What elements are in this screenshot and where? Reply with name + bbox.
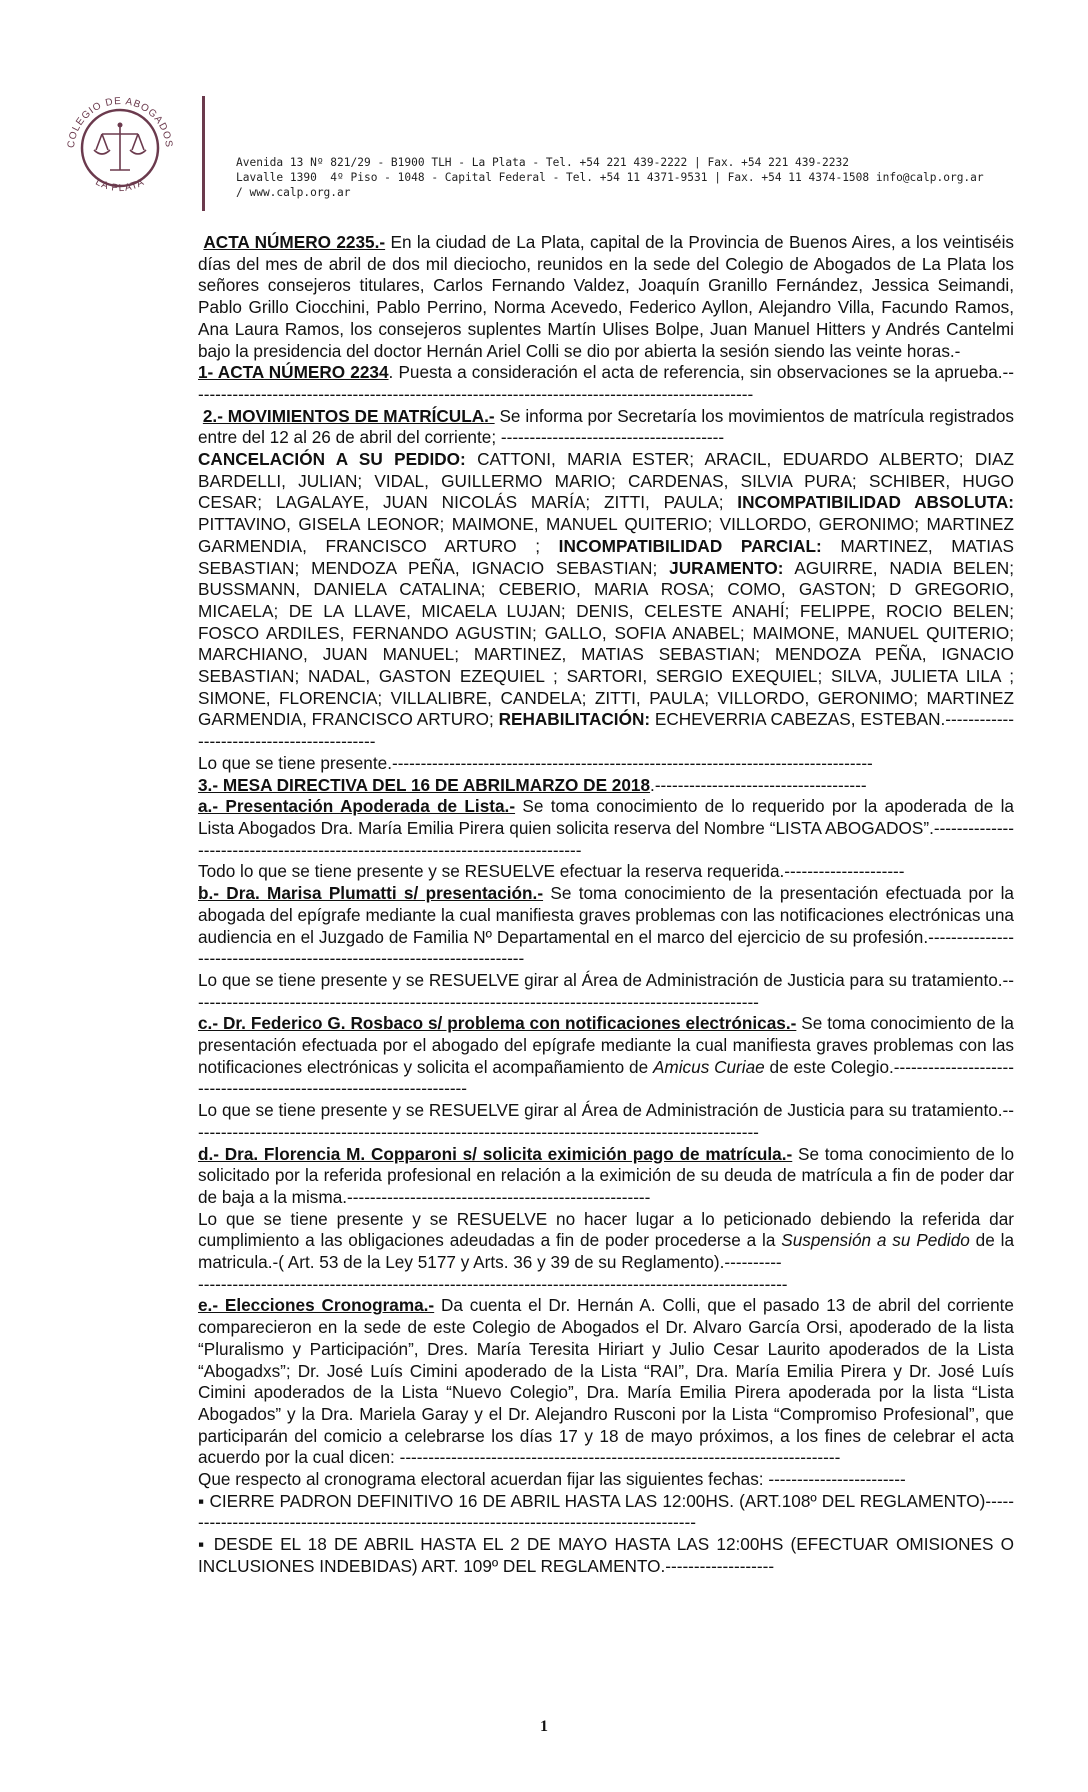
header-line-1: Avenida 13 Nº 821/29 - B1900 TLH - La Plata - Tel. +54 221 439-2222 | Fax. +54 221 439-2232 <box>236 156 849 169</box>
header-address <box>236 155 984 200</box>
item-d-dashes: ------------------------------------------------------------------------------------------------------- <box>198 1273 788 1294</box>
section-1: 1- ACTA NÚMERO 2234. Puesta a consideración el acta de referencia, sin observaciones se la aprueba.--------------------------------------------------------------------------------------------------- <box>198 362 1014 404</box>
item-e-intro: Que respecto al cronograma electoral acuerdan fijar las siguientes fechas: ------------------------ <box>198 1469 906 1490</box>
header-line-3: / www.calp.org.ar <box>236 186 351 199</box>
item-c-resolve: Lo que se tiene presente y se RESUELVE girar al Área de Administración de Justicia para su tratamiento.---------------------------------------------------------------------------------------------------- <box>198 1100 1014 1142</box>
section-2-movements: CANCELACIÓN A SU PEDIDO: CATTONI, MARIA ESTER; ARACIL, EDUARDO ALBERTO; DIAZ BARDELLI, JULIAN; VIDAL, GUILLERMO MARIO; CARDENAS, SILVIA PURA; SCHIBER, HUGO CESAR; LAGALAYE, JUAN NICOLÁS MARÍA; ZITTI, PAULA; INCOMPATIBILIDAD ABSOLUTA: PITTAVINO, GISELA LEONOR; MAIMONE, MANUEL QUITERIO; VILLORDO, GERONIMO; MARTINEZ GARMENDIA, FRANCISCO ARTURO ; INCOMPATIBILIDAD PARCIAL: MARTINEZ, MATIAS SEBASTIAN; MENDOZA PEÑA, IGNACIO SEBASTIAN; JURAMENTO: AGUIRRE, NADIA BELEN; BUSSMANN, DANIELA CATALINA; CEBERIO, MARIA ROSA; COMO, GASTON; D GREGORIO, MICAELA; DE LA LLAVE, MICAELA LUJAN; DENIS, CELESTE ANAHÍ; FELIPPE, ROCIO BELEN; FOSCO ARDILES, FERNANDO AGUSTIN; GALLO, SOFIA ANABEL; MAIMONE, MANUEL QUITERIO; MARCHIANO, JUAN MANUEL; MARTINEZ, MATIAS SEBASTIAN; MENDOZA PEÑA, IGNACIO SEBASTIAN; NADAL, GASTON EZEQUIEL ; SARTORI, SERGIO EXEQUIEL; SILVA, JULIETA LILA ; SIMONE, FLORENCIA; VILLALIBRE, CANDELA; ZITTI, PAULA; VILLORDO, GERONIMO; MARTINEZ GARMENDIA, FRANCISCO ARTURO; REHABILITACIÓN: ECHEVERRIA CABEZAS, ESTEBAN.------------------------------------------- <box>198 449 1014 752</box>
schedule-bullet-2: ▪ DESDE EL 18 DE ABRIL HASTA EL 2 DE MAYO HASTA LAS 12:00HS (EFECTUAR OMISIONES O INCLUSIONES INDEBIDAS) ART. 109º DEL REGLAMENTO.------------------- <box>198 1534 1014 1576</box>
svg-text:LA PLATA <box>93 177 146 194</box>
header-divider <box>202 96 205 211</box>
colegio-logo <box>60 88 180 208</box>
header-line-2: Lavalle 1390 4º Piso - 1048 - Capital Federal - Tel. +54 11 4371-9531 | Fax. +54 11 4374-1508 info@calp.org.ar <box>236 171 984 184</box>
item-c: c.- Dr. Federico G. Rosbaco s/ problema con notificaciones electrónicas.- Se toma conocimiento de la presentación efectuada por el abogado del epígrafe mediante la cual manifiesta graves problemas con las notificaciones electrónicas y solicita el acompañamiento de Amicus Curiae de este Colegio.-------------------------------------------------------------------- <box>198 1013 1014 1099</box>
logo-top-text: COLEGIO DE ABOGADOS <box>65 95 175 149</box>
section-3-title: 3.- MESA DIRECTIVA DEL 16 DE ABRILMARZO DE 2018.------------------------------------- <box>198 774 867 795</box>
section-2-closing: Lo que se tiene presente.------------------------------------------------------------------------------------ <box>198 752 873 773</box>
item-b-resolve: Lo que se tiene presente y se RESUELVE girar al Área de Administración de Justicia para su tratamiento.---------------------------------------------------------------------------------------------------- <box>198 969 1014 1012</box>
item-b: b.- Dra. Marisa Plumatti s/ presentación.- Se toma conocimiento de la presentación efectuada por la abogada del epígrafe mediante la cual manifiesta graves problemas con las notificaciones electrónicas una audiencia en el Juzgado de Familia Nº Departamental en el marco del ejercicio de su profesión.------------------------------------------------------------------------ <box>198 883 1014 969</box>
document-body <box>198 232 1014 1578</box>
logo-bottom-text: LA PLATA <box>93 176 147 195</box>
item-e: e.- Elecciones Cronograma.- Da cuenta el Dr. Hernán A. Colli, que el pasado 13 de abril del corriente comparecieron en la sede de este Colegio de Abogados el Dr. Alvaro García Orsi, apoderado de la lista “Pluralismo y Participación”, Dres. María Teresita Hiriart y Julio Cesar Laurito apoderados de la Lista “Abogadxs”; Dr. José Luís Cimini apoderado de la Lista “RAI”, Dra. María Emilia Pirera y Dr. José Luís Cimini apoderados de la Lista “Nuevo Colegio”, Dra. María Emilia Pirera apoderada por la lista “Lista Abogados” y la Dra. Mariela Garay y el Dr. Alejandro Rusconi por la Lista “Compromiso Profesional”, que participarán del comicio a celebrarse los días 17 y 18 de mayo próximos, a los fines de celebrar el acta acuerdo por la cual dicen: ----------------------------------------------------------------------------- <box>198 1295 1014 1468</box>
schedule-bullet-1: ▪ CIERRE PADRON DEFINITIVO 16 DE ABRIL HASTA LAS 12:00HS. (ART.108º DEL REGLAMENTO)-------------------------------------------------------------------------------------------- <box>198 1490 1014 1533</box>
acta-intro: ACTA NÚMERO 2235.- En la ciudad de La Plata, capital de la Provincia de Buenos Aires, a los veintiséis días del mes de abril de dos mil dieciocho, reunidos en la sede del Colegio de Abogados de La Plata los señores consejeros titulares, Carlos Fernando Valdez, Joaquín Granillo Fernández, Jessica Seimandi, Pablo Grillo Ciocchini, Pablo Perrino, Norma Acevedo, Federico Ayllon, Alejandro Villa, Facundo Ramos, Ana Laura Ramos, los consejeros suplentes Martín Ulises Bolpe, Juan Manuel Hitters y Andrés Cantelmi bajo la presidencia del doctor Hernán Ariel Colli se dio por abierta la sesión siendo las veinte horas.- <box>198 232 1014 361</box>
item-a-resolve: Todo lo que se tiene presente y se RESUELVE efectuar la reserva requerida.--------------------- <box>198 861 905 882</box>
acta-title: ACTA NÚMERO 2235.- <box>203 232 386 252</box>
page-number: 1 <box>540 1718 548 1735</box>
item-a: a.- Presentación Apoderada de Lista.- Se toma conocimiento de lo requerido por la apoderada de la Lista Abogados Dra. María Emilia Pirera quien solicita reserva del Nombre “LISTA ABOGADOS”.--------------------------------------------------------------------------------- <box>198 796 1014 860</box>
item-d-resolve: Lo que se tiene presente y se RESUELVE no hacer lugar a lo peticionado debiendo la referida dar cumplimiento a las obligaciones adeudadas a fin de poder procederse a la Suspensión a su Pedido de la matricula.-( Art. 53 de la Ley 5177 y Arts. 36 y 39 de su Reglamento).---------- <box>198 1208 1015 1273</box>
section-2: 2.- MOVIMIENTOS DE MATRÍCULA.- Se informa por Secretaría los movimientos de matrícula registrados entre del 12 al 26 de abril del corriente; --------------------------------------- <box>198 405 1014 448</box>
item-d: d.- Dra. Florencia M. Copparoni s/ solicita eximición pago de matrícula.- Se toma conocimiento de lo solicitado por la referida profesional en relación a la eximición de su deuda de matrícula a fin de poder dar de baja a la misma.----------------------------------------------------- <box>198 1143 1014 1207</box>
